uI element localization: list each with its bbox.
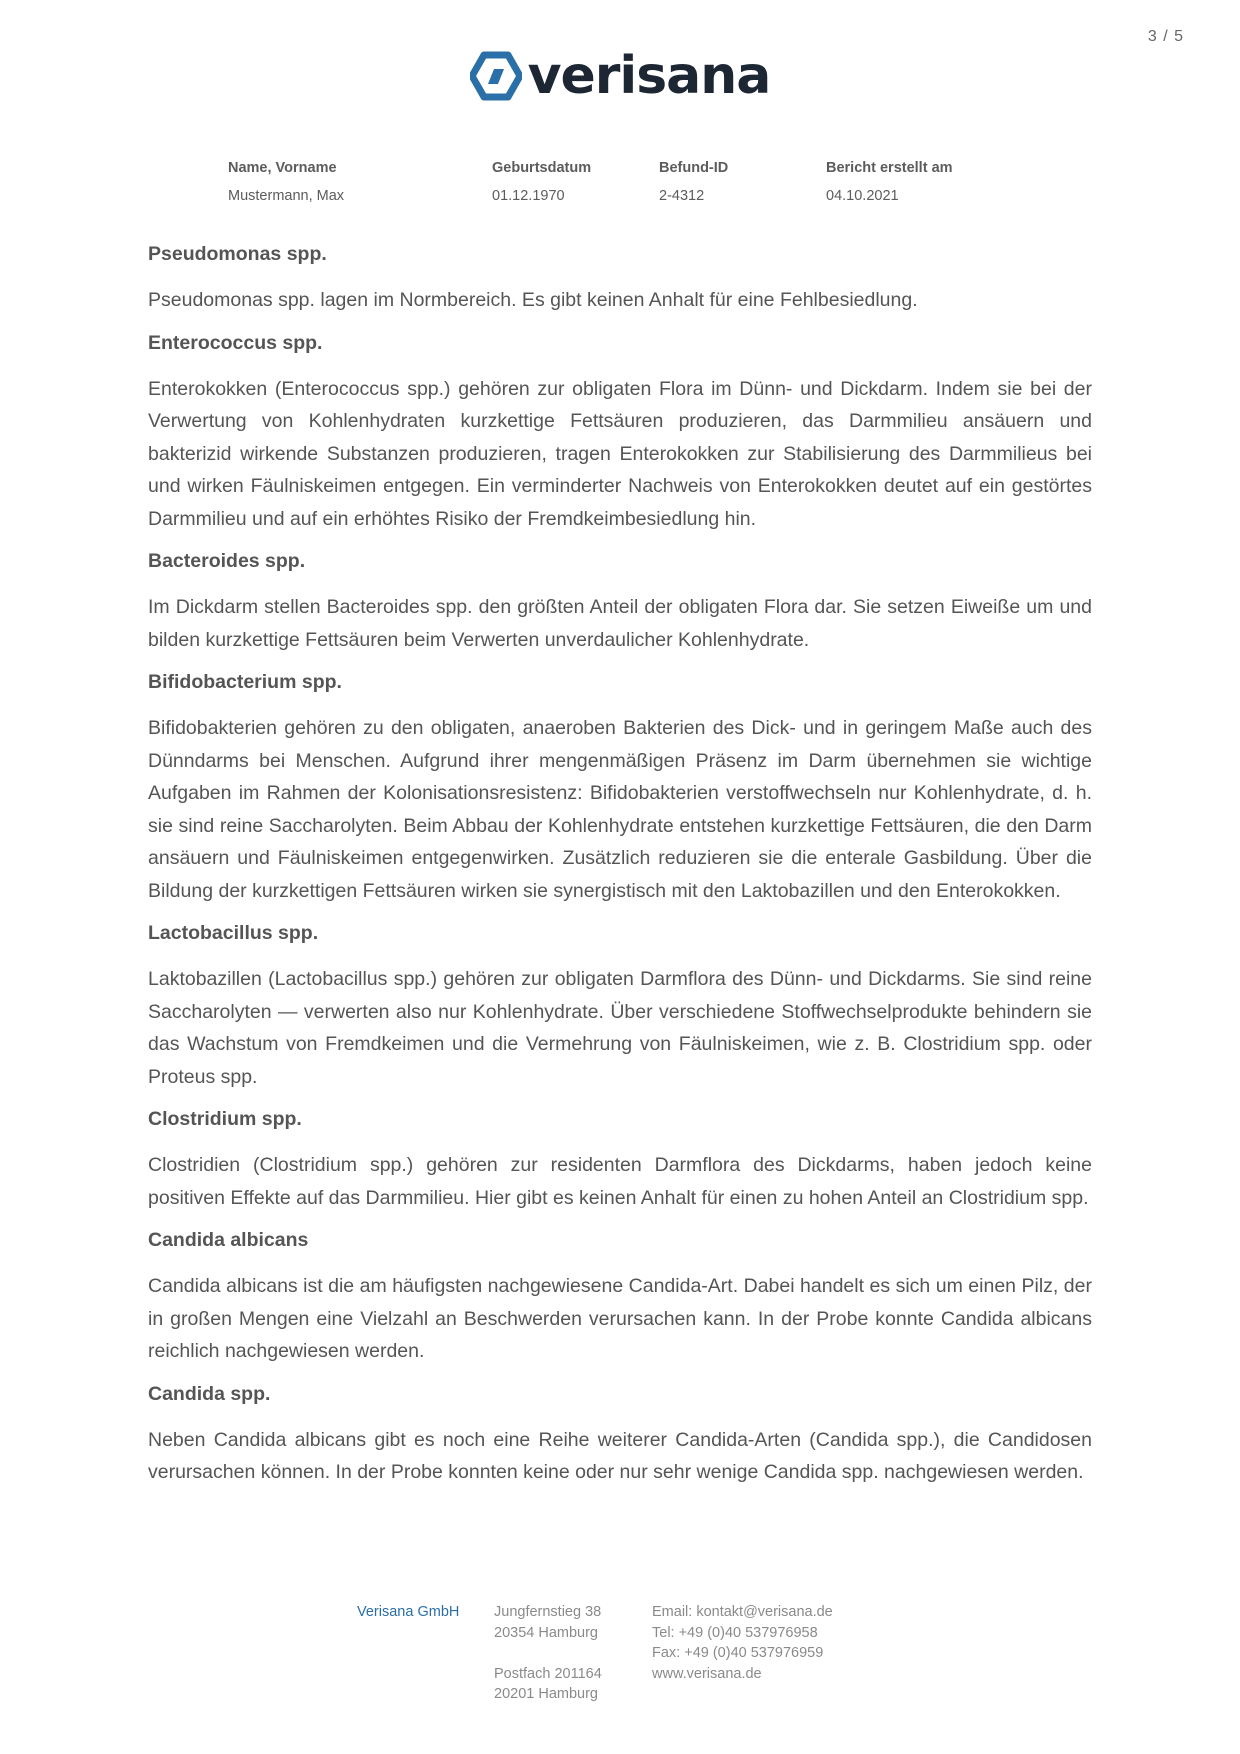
report-content — [148, 240, 1092, 1501]
section-text: Neben Candida albicans gibt es noch eine Reihe weiterer Candida-Arten (Candida spp.), die Candidosen verursachen können. In der Probe konnten keine oder nur sehr wenige Candida spp. nachgewiesen werden. — [148, 1428, 1092, 1483]
section-title: Bifidobacterium spp. — [148, 671, 342, 693]
footer-street: Jungfernstieg 38 — [494, 1604, 602, 1620]
section-title: Pseudomonas spp. — [148, 243, 327, 265]
section — [148, 668, 1092, 907]
report-id-column — [659, 160, 728, 204]
section — [148, 240, 1092, 317]
footer-address — [494, 1602, 602, 1705]
report-date-label: Bericht erstellt am — [826, 160, 953, 176]
section-title: Clostridium spp. — [148, 1108, 302, 1130]
name-column — [228, 160, 344, 204]
section — [148, 329, 1092, 536]
section-text: Candida albicans ist die am häufigsten nachgewiesene Candida-Art. Dabei handelt es sich um einen Pilz, der in großen Mengen eine Vielzahl an Beschwerden verursachen kann. In der Probe konnte Candida albicans reichlich nachgewiesen werden. — [148, 1275, 1092, 1362]
section-title: Candida albicans — [148, 1229, 309, 1251]
section-text: Im Dickdarm stellen Bacteroides spp. den größten Anteil der obligaten Flora dar. Sie setzen Eiweiße um und bilden kurzkettige Fettsäuren beim Verwerten unverdaulicher Kohlenhydrate. — [148, 596, 1092, 651]
section-text: Enterokokken (Enterococcus spp.) gehören zur obligaten Flora im Dünn- und Dickdarm. Indem sie bei der Verwertung von Kohlenhydraten kurzkettige Fettsäuren produzieren, das Darmmilieu ansäuern und bakterizid wirkende Substanzen produzieren, tragen Enterokokken zur Stabilisierung des Darmmilieus bei und wirken Fäulniskeimen entgegen. Ein verminderter Nachweis von Enterokokken deutet auf ein gestörtes Darmmilieu und auf ein erhöhtes Risiko der Fremdkeimbesiedlung hin. — [148, 377, 1092, 530]
section — [148, 919, 1092, 1093]
section-title: Enterococcus spp. — [148, 331, 323, 354]
section-text: Clostridien (Clostridium spp.) gehören zur residenten Darmflora des Dickdarms, haben jedoch keine positiven Effekte auf das Darmmilieu. Hier gibt es keinen Anhalt für einen zu hohen Anteil an Clostridium spp. — [148, 1154, 1092, 1209]
section-title: Lactobacillus spp. — [148, 922, 319, 944]
section-text: Pseudomonas spp. lagen im Normbereich. Es gibt keinen Anhalt für eine Fehlbesiedlung. — [148, 289, 918, 311]
section-title: Bacteroides spp. — [148, 550, 306, 572]
footer-contact — [652, 1602, 833, 1684]
section — [148, 1380, 1092, 1489]
footer-po-box: Postfach 201164 — [494, 1665, 602, 1682]
footer-email: Email: kontakt@verisana.de — [652, 1604, 833, 1620]
logo-wordmark: verisana — [527, 46, 771, 106]
section-title: Candida spp. — [148, 1382, 271, 1405]
footer-web: www.verisana.de — [652, 1665, 762, 1682]
hexagon-logo-icon — [470, 51, 522, 101]
section — [148, 547, 1092, 656]
footer-fax: Fax: +49 (0)40 537976959 — [652, 1645, 824, 1661]
section — [148, 1105, 1092, 1214]
report-date-value: 04.10.2021 — [826, 188, 899, 204]
verisana-logo — [0, 46, 1240, 106]
name-value: Mustermann, Max — [228, 188, 345, 204]
footer-tel: Tel: +49 (0)40 537976958 — [652, 1624, 818, 1641]
section-text: Laktobazillen (Lactobacillus spp.) gehören zur obligaten Darmflora des Dünn- und Dickdarms. Sie sind reine Saccharolyten — verwerten also nur Kohlenhydrate. Über verschiedene Stoffwechselprodukte behindern sie das Wachstum von Fremdkeimen und die Vermehrung von Fäulniskeimen, wie z. B. Clostridium spp. oder Proteus spp. — [148, 968, 1092, 1088]
dob-value: 01.12.1970 — [492, 188, 565, 204]
footer-city: 20354 Hamburg — [494, 1624, 598, 1641]
report-id-label: Befund-ID — [659, 160, 729, 176]
dob-label: Geburtsdatum — [492, 160, 592, 176]
report-date-column — [826, 160, 953, 204]
name-label: Name, Vorname — [228, 160, 337, 176]
footer-po-city: 20201 Hamburg — [494, 1686, 598, 1702]
report-id-value: 2-4312 — [659, 188, 705, 204]
page-number: 3 / 5 — [1147, 28, 1184, 45]
section-text: Bifidobakterien gehören zu den obligaten, anaeroben Bakterien des Dick- und in geringem Maße auch des Dünndarms bei Menschen. Aufgrund ihrer mengenmäßigen Präsenz im Darm übernehmen sie wichtige Aufgaben im Rahmen der Kolonisationsresistenz: Bifidobakterien verstoffwechseln nur Kohlenhydrate, d. h. sie sind reine Saccharolyten. Beim Abbau der Kohlenhydrate entstehen kurzkettige Fettsäuren, die den Darm ansäuern und Fäulniskeimen entgegenwirken. Zusätzlich reduzieren sie die enterale Gasbildung. Über die Bildung der kurzkettigen Fettsäuren wirken sie synergistisch mit den Laktobazillen und den Enterokokken. — [148, 717, 1092, 902]
footer-company: Verisana GmbH — [357, 1604, 460, 1620]
dob-column — [492, 160, 591, 204]
section — [148, 1226, 1092, 1368]
